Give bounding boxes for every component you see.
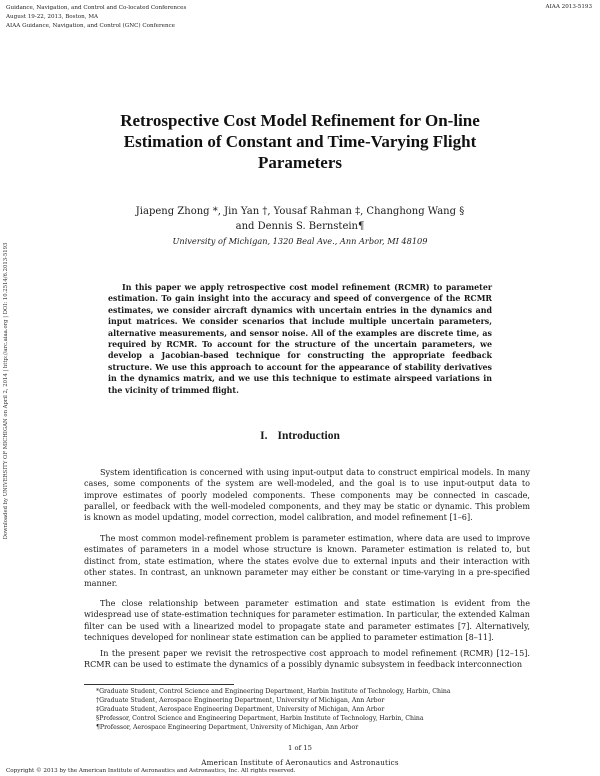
footnote: §Professor, Control Science and Engineering Department, Harbin Institute of Technology, Harbin, China [96,714,424,722]
affiliation: University of Michigan, 1320 Beal Ave., Ann Arbor, MI 48109 [172,236,428,246]
title-line: Parameters [257,153,342,172]
footnote: ‡Graduate Student, Aerospace Engineering Department, University of Michigan, Ann Arbor [96,705,385,713]
download-sidebar: Downloaded by UNIVERSITY OF MICHIGAN on April 2, 2014 | http://arc.aiaa.org | DOI: 10.2514/6.2013-5193 [3,242,9,540]
footnote: †Graduate Student, Aerospace Engineering Department, University of Michigan, Ann Arbor [96,696,385,704]
paper-title [80,110,520,173]
authors-line: and Dennis S. Bernstein¶ [235,221,365,232]
section-heading [80,430,520,442]
footnote: ¶Professor, Aerospace Engineering Department, University of Michigan, Ann Arbor [96,723,359,731]
footnote: *Graduate Student, Control Science and Engineering Department, Harbin Institute of Technology, Harbin, China [96,688,451,695]
author-list [80,204,520,234]
paragraph-text: The most common model-refinement problem is parameter estimation, where data are used to improve estimates of parameters in a model whose structure is known. Parameter estimation is related to, but distinct from, state estimation, where the states evolve due to external inputs and their interaction with other states. In contrast, an unknown parameter may either be constant or time-varying in a pre-specified manner. [84,533,530,589]
conference-line: AIAA Guidance, Navigation, and Control (GNC) Conference [6,23,175,29]
abstract: In this paper we apply retrospective cost model refinement (RCMR) to parameter estimation. To gain insight into the accuracy and speed of convergence of the RCMR estimates, we consider aircraft dynamics with uncertain entries in the dynamics and input matrices. We consider scenarios that include multiple uncertain parameters, alternative measurements, and sensor noise. All of the examples are discrete time, as required by RCMR. To account for the structure of the uncertain parameters, we develop a Jacobian-based technique for constructing the appropriate feedback structure. We use this approach to account for the appearance of stability derivatives in the dynamics matrix, and we use this technique to estimate airspeed variations in the vicinity of trimmed flight. [108,283,492,395]
organization-name: American Institute of Aeronautics and Astronautics [201,758,399,767]
footnotes [96,688,526,733]
paper-id: AIAA 2013-5193 [545,4,592,10]
paragraph-text: In the present paper we revisit the retrospective cost approach to model refinement (RCMR) [12–15]. RCMR can be used to estimate the dynamics of a possibly dynamic subsystem in feedback interconnection [84,648,530,670]
paragraph-text: System identification is concerned with using input-output data to construct empirical models. In many cases, some components of the system are well-modeled, and the goal is to use input-output data to improve estimates of poorly modeled components. These components may be connected in cascade, parallel, or feedback with the well-modeled components, and they may be static or dynamic. This problem is known as model updating, model correction, model calibration, and model refinement [1–6]. [84,467,530,523]
conference-info [6,4,186,31]
section-number: I. [260,430,268,442]
body-paragraph [84,533,530,589]
authors-line: Jiapeng Zhong *, Jin Yan †, Yousaf Rahman ‡, Changhong Wang § [135,206,465,217]
body-paragraph [84,467,530,523]
page-number: 1 of 15 [288,744,312,752]
conference-line: August 19-22, 2013, Boston, MA [6,14,99,20]
body-paragraph [84,598,530,643]
copyright-notice: Copyright © 2013 by the American Institute of Aeronautics and Astronautics, Inc. All rights reserved. [6,768,296,774]
title-line: Retrospective Cost Model Refinement for On-line [120,111,480,130]
section-title: Introduction [277,430,340,442]
conference-line: Guidance, Navigation, and Control and Co-located Conferences [6,5,187,11]
footnote-divider [84,684,234,685]
title-line: Estimation of Constant and Time-Varying Flight [123,132,477,151]
body-paragraph [84,648,530,671]
paragraph-text: The close relationship between parameter estimation and state estimation is evident from the widespread use of state-estimation techniques for parameter estimation. In particular, the extended Kalman filter can be used with a linearized model to propagate state and parameter estimates [7]. Alternatively, techniques developed for nonlinear state estimation can be applied to parameter estimation [8–11]. [84,598,530,642]
